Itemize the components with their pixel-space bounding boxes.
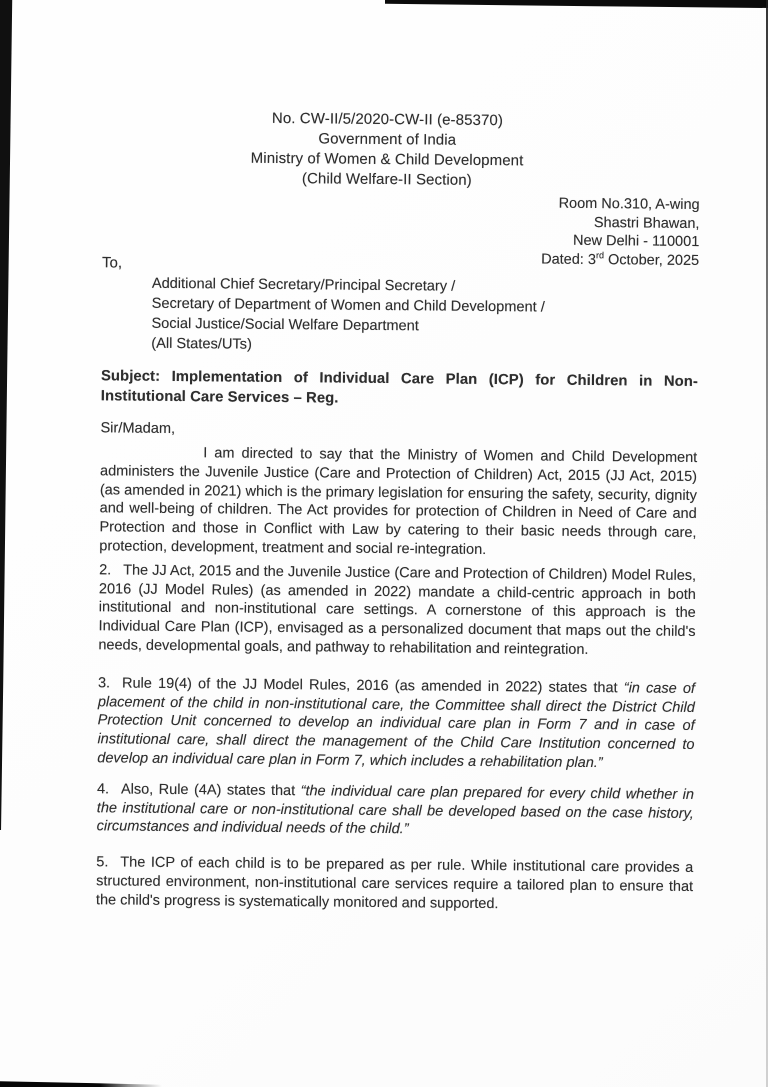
date-suffix: October, 2025: [603, 251, 700, 269]
subject-line-2: Institutional Care Services – Reg.: [100, 388, 339, 407]
to-label: To,: [101, 254, 123, 272]
letterhead: [3, 106, 768, 193]
address-building: Shastri Bhawan,: [593, 214, 700, 232]
recipient-list: [151, 274, 710, 359]
org-name: Government of India: [318, 130, 457, 149]
date-ordinal: rd: [595, 249, 605, 260]
paragraph-4-number: 4.: [96, 781, 110, 798]
recipient-line: Additional Chief Secretary/Principal Secretary /: [151, 275, 456, 295]
subject-block: [101, 366, 698, 412]
paragraph-5-text: The ICP of each child is to be prepared as per rule. While institutional care provides a structured environment, non-institutional care services require a tailored plan to ensure that the child's progress is systematically monitored and supported.: [95, 854, 694, 912]
paragraph-2-text: The JJ Act, 2015 and the Juvenile Justice (Care and Protection of Children) Model Rules, 2016 (JJ Model Rules) (as amended in 2022) mandate a child-centric approach in both institutional and non-institutional care settings. A cornerstone of this approach is the Individual Care Plan (ICP), envisaged as a personalized document that maps out the child's needs, developmental goals, and pathway to rehabilitation and reintegration.: [98, 562, 697, 658]
recipient-line: Social Justice/Social Welfare Department: [151, 315, 419, 335]
ministry-name: Ministry of Women & Child Development: [250, 149, 524, 170]
scan-edge-bottom-artifact: [0, 1080, 168, 1087]
subject-line-1: Subject: Implementation of Individual Care Plan (ICP) for Children in Non-: [100, 368, 699, 391]
address-room: Room No.310, A-wing: [558, 195, 700, 214]
section-name: (Child Welfare-II Section): [301, 170, 472, 189]
paragraph-2-number: 2.: [99, 562, 112, 579]
paragraph-1: I am directed to say that the Ministry of Women and Child Development administers the Juvenile Justice (Care and Protection of Children) Act, 2015 (JJ Act, 2015) (as amended in 2021) which is the primary legislation for ensuring the safety, security, dignity and well-being of children. The Act provides for protection of Children in Need of Care and Protection and those in Conflict with Law by catering to their basic needs through care, protection, development, treatment and social re-integration.: [99, 445, 698, 558]
date-prefix: Dated: 3: [541, 250, 597, 268]
paragraph-5-number: 5.: [96, 854, 109, 871]
paragraph-4-quote: “the individual care plan prepared for every child whether in the institutional care or non-institutional care shall be developed based on the case history, circumstances and individual needs of the child.”: [96, 782, 695, 838]
paragraph-4-lead: Also, Rule (4A) states that: [120, 781, 301, 799]
paragraph-3-quote: “in case of placement of the child in non-institutional care, the Committee shall direct the District Child Protection Unit concerned to develop an individual care plan in Form 7 and in case of institutional care, shall direct the management of the Child Care Institution concerned to develop an individual care plan in Form 7, which includes a rehabilitation plan.”: [97, 680, 696, 772]
reference-number: No. CW-II/5/2020-CW-II (e-85370): [271, 109, 504, 130]
address-city: New Delhi - 110001: [572, 232, 700, 251]
paragraph-3: [97, 674, 695, 774]
recipient-line: Secretary of Department of Women and Child Development /: [151, 295, 545, 316]
paragraph-5: [96, 853, 694, 915]
paragraph-2: [98, 561, 696, 661]
paragraph-3-lead: Rule 19(4) of the JJ Model Rules, 2016 (as amended in 2022) states that: [121, 675, 624, 697]
paragraph-4: [97, 780, 695, 842]
salutation: Sir/Madam,: [100, 420, 176, 437]
paragraph-3-number: 3.: [97, 675, 111, 692]
recipient-line: (All States/UTs): [151, 335, 252, 353]
